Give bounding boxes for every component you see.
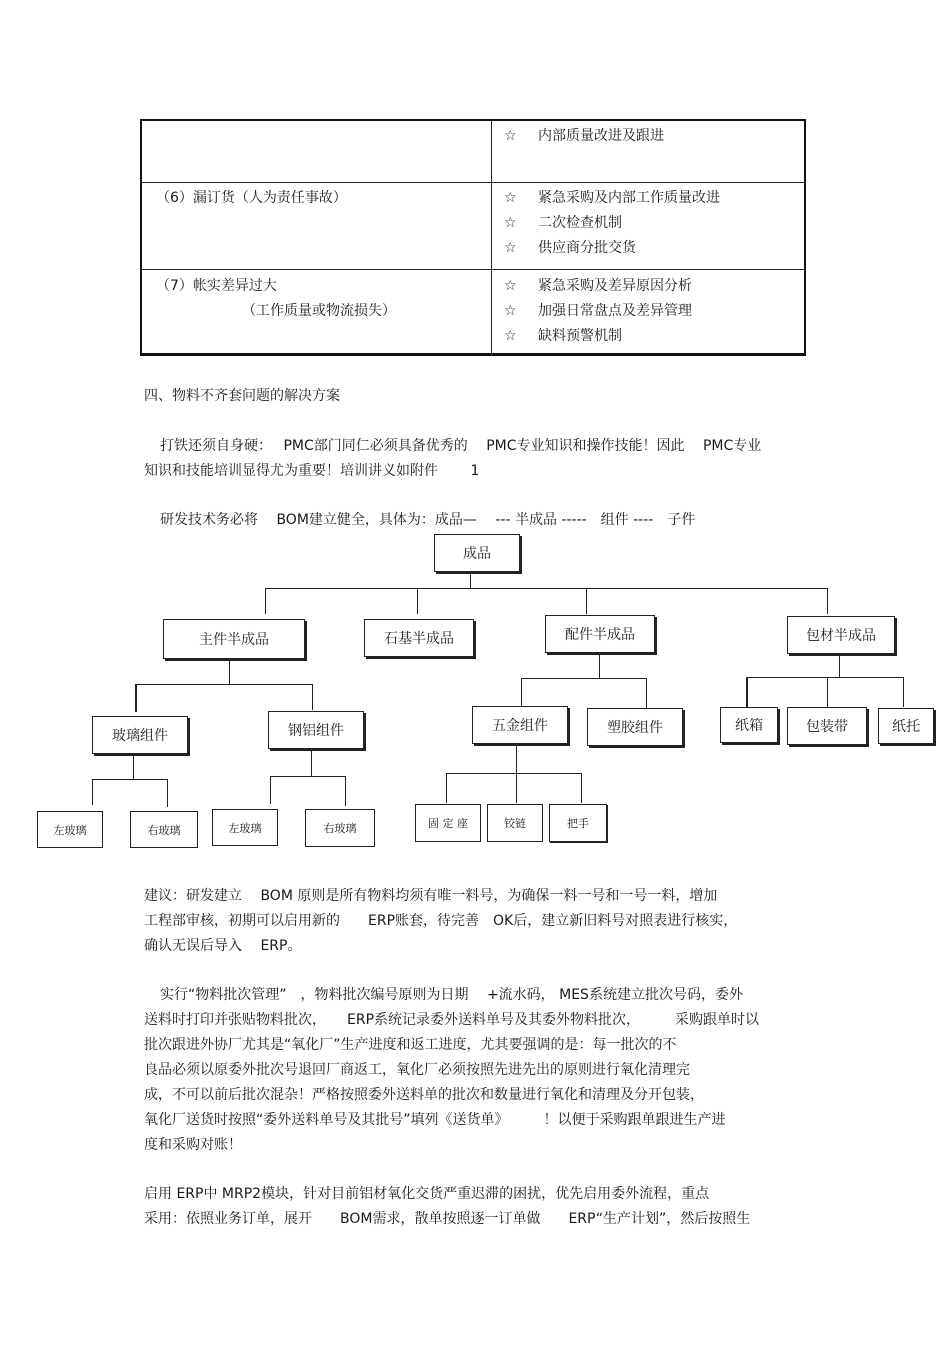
chart-connector [903,677,904,707]
star-icon: ☆ [504,328,517,344]
chart-connector [311,750,312,776]
paragraph-line: 知识和技能培训显得尤为重要！培训讲义如附件 1 [144,463,480,479]
paragraph-line: 工程部审核，初期可以启用新的 ERP账套，待完善 OK后，建立新旧料号对照表进行核实， [144,913,738,929]
paragraph-bom: 研发技术务必将 BOM建立健全，具体为：成品— --- 半成品 ----- 组件 ---- 子件 [160,512,696,528]
paragraph-pmc-training [144,434,761,484]
chart-node-paper-pallet: 纸托 [878,708,934,744]
chart-connector [167,779,168,807]
chart-connector [581,773,582,803]
chart-node-plastic-component: 塑胶组件 [587,708,683,746]
chart-connector [446,773,582,774]
solution-item: ☆ 紧急采购及差异原因分析 [504,274,692,299]
chart-node-steel-aluminum-component: 钢铝组件 [268,711,364,749]
chart-node-stone-semi: 石基半成品 [364,619,474,657]
chart-connector [746,677,748,707]
issue-solution-table [140,119,806,356]
paragraph-line: 氧化厂送货时按照“委外送料单号及其批号”填列《送货单》 ！以便于采购跟单跟进生产进 [144,1112,726,1128]
star-icon: ☆ [504,215,517,231]
chart-connector [135,684,313,685]
chart-node-left-glass: 左玻璃 [212,809,278,846]
chart-node-packing-strap: 包装带 [787,707,867,745]
chart-node-root: 成品 [434,534,520,572]
paragraph-line: 采用：依照业务订单，展开 BOM需求，散单按照逐一订单做 ERP“生产计划”，然后按照生 [144,1211,751,1227]
paragraph-line: 打铁还须自身硬： PMC部门同仁必须具备优秀的 PMC专业知识和操作技能！因此 PMC专业 [160,438,762,454]
star-icon: ☆ [504,190,517,206]
chart-connector [270,776,271,804]
chart-connector [229,660,230,684]
solution-item: ☆ 加强日常盘点及差异管理 [504,299,692,324]
star-icon: ☆ [504,128,517,144]
chart-connector [417,588,418,614]
paragraph-line: 成，不可以前后批次混杂！严格按照委外送料单的批次和数量进行氧化和清理及分开包装， [144,1087,704,1103]
chart-connector [265,588,266,614]
solution-item: ☆ 内部质量改进及跟进 [504,124,664,149]
chart-node-main-semi: 主件半成品 [163,619,305,659]
chart-connector [516,773,517,803]
chart-node-hardware-component: 五金组件 [472,706,568,744]
chart-connector [827,588,828,614]
paragraph-bom-suggestion [144,884,737,959]
paragraph-line: 确认无误后导入 ERP。 [144,938,302,954]
chart-node-right-glass: 右玻璃 [305,809,375,847]
table-row-problem [156,186,347,211]
chart-connector [446,773,447,803]
chart-connector [133,755,134,779]
chart-connector [92,779,93,805]
solution-item: ☆ 二次检查机制 [504,211,720,236]
chart-connector [839,655,840,677]
chart-connector [135,684,137,712]
problem-label: （7）帐实差异过大 [156,278,277,294]
table-column-divider [491,121,492,353]
chart-connector [312,684,313,710]
chart-connector [746,677,904,678]
problem-sublabel: （工作质量或物流损失） [242,303,396,319]
chart-connector [586,588,587,614]
chart-connector [265,588,828,589]
chart-connector [345,776,346,806]
chart-connector [270,776,346,777]
star-icon: ☆ [504,303,517,319]
chart-node-fixed-seat: 固 定 座 [415,804,481,842]
paragraph-line: 建议：研发建立 BOM 原则是所有物料均须有唯一料号，为确保一料一号和一号一料，增加 [144,888,718,904]
paragraph-batch-management [144,983,759,1158]
table-row-divider [142,269,804,270]
solution-item: ☆ 紧急采购及内部工作质量改进 [504,186,720,211]
chart-node-carton: 纸箱 [720,707,778,743]
chart-node-right-glass: 右玻璃 [130,811,198,848]
chart-connector [646,678,647,708]
chart-connector [516,745,517,773]
paragraph-line: 启用 ERP中 MRP2模块，针对目前铝材氧化交货严重迟滞的困扰，优先启用委外流程，重点 [144,1186,710,1202]
solution-item: ☆ 供应商分批交货 [504,236,720,261]
paragraph-line: 度和采购对账！ [144,1137,242,1153]
star-icon: ☆ [504,240,517,256]
paragraph-line: 批次跟进外协厂尤其是“氧化厂”生产进度和返工进度，尤其要强调的是：每一批次的不 [144,1037,677,1053]
paragraph-line: 实行“物料批次管理” ，物料批次编号原则为日期 +流水码， MES系统建立批次号码，委外 [160,987,743,1003]
chart-connector [521,678,647,679]
chart-connector [470,573,471,588]
chart-node-accessory-semi: 配件半成品 [545,615,655,653]
chart-connector [599,654,600,678]
chart-node-handle: 把手 [549,804,607,842]
problem-label: （6）漏订货（人为责任事故） [156,190,347,206]
chart-connector [92,779,168,780]
chart-connector [521,678,522,706]
chart-node-glass-component: 玻璃组件 [92,716,188,754]
bom-structure-chart [0,530,950,860]
solution-item: ☆ 缺料预警机制 [504,324,692,349]
paragraph-line: 良品必须以原委外批次号退回厂商返工，氧化厂必须按照先进先出的原则进行氧化清理完 [144,1062,690,1078]
star-icon: ☆ [504,278,517,294]
table-row-solutions [504,124,664,149]
table-row-divider [142,182,804,183]
paragraph-erp-mrp [144,1182,750,1232]
section-heading: 四、物料不齐套问题的解决方案 [144,388,340,404]
chart-connector [827,677,828,707]
paragraph-line: 送料时打印并张贴物料批次， ERP系统记录委外送料单号及其委外物料批次， 采购跟单时以 [144,1012,760,1028]
chart-node-hinge: 铰链 [487,804,543,842]
table-row-problem [156,274,396,324]
table-row-solutions [504,186,720,261]
chart-node-packaging-semi: 包材半成品 [787,616,895,654]
table-row-solutions [504,274,692,349]
chart-node-left-glass: 左玻璃 [37,811,103,848]
